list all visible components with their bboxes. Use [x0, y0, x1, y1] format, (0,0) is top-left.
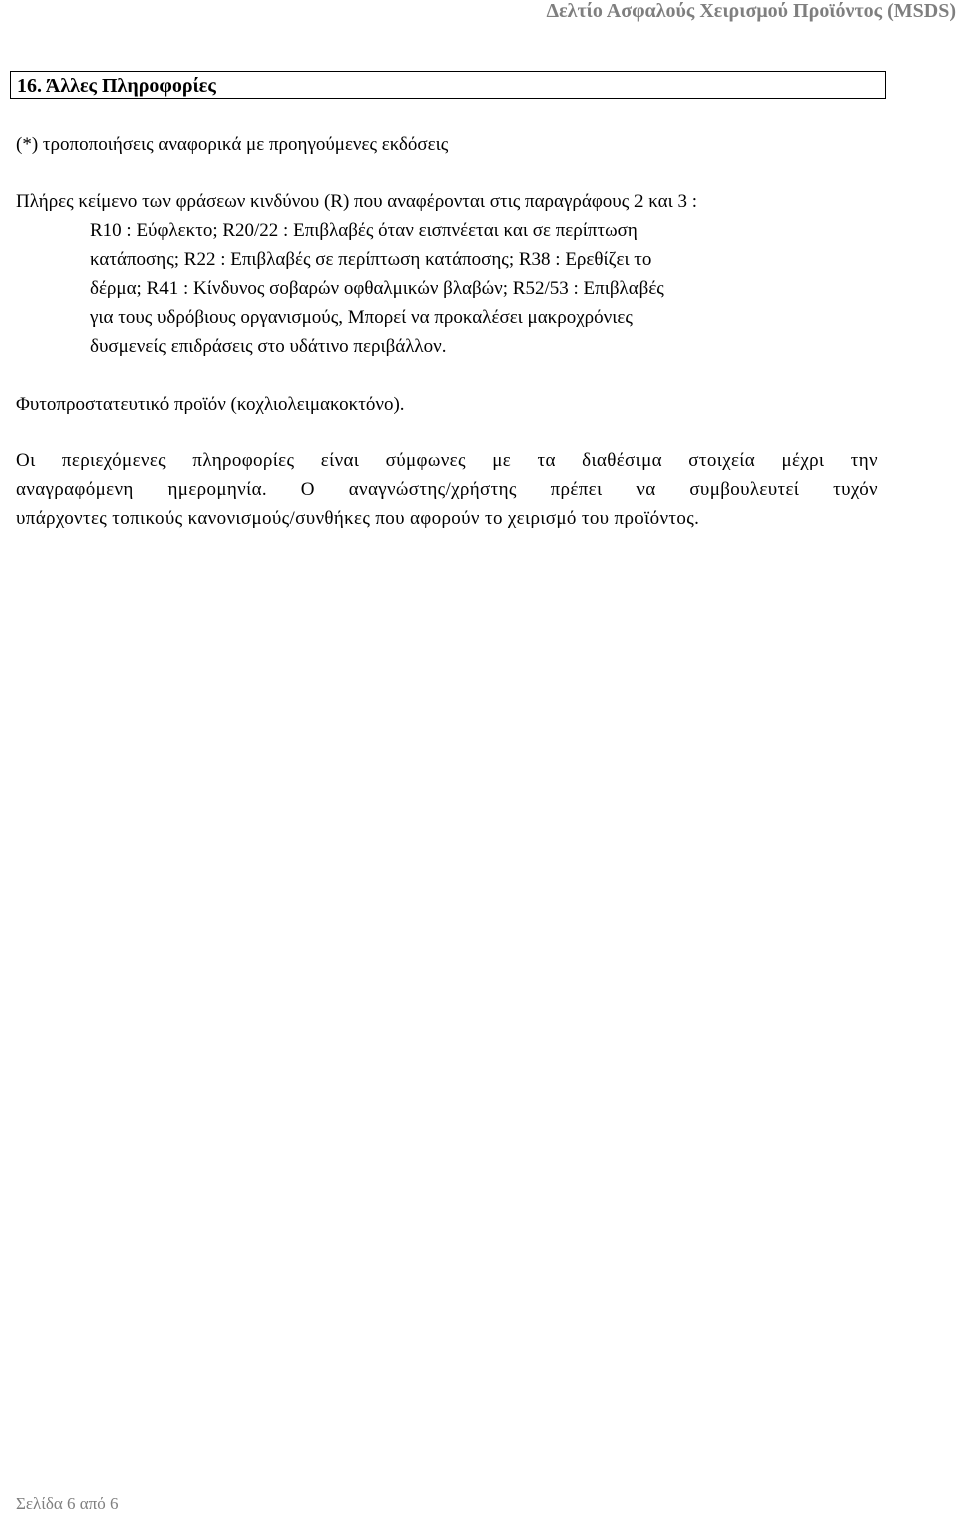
risk-phrases-line: δυσμενείς επιδράσεις στο υδάτινο περιβάλλον. — [90, 336, 447, 357]
risk-phrases-intro: Πλήρες κείμενο των φράσεων κινδύνου (R) που αναφέρονται στις παραγράφους 2 και 3 : — [16, 191, 697, 212]
risk-phrases-line: κατάποσης; R22 : Επιβλαβές σε περίπτωση κατάποσης; R38 : Ερεθίζει το — [90, 249, 652, 270]
page-number: Σελίδα 6 από 6 — [16, 1494, 119, 1513]
risk-phrases-line: για τους υδρόβιους οργανισμούς, Μπορεί να προκαλέσει μακροχρόνιες — [90, 307, 633, 328]
risk-phrases-line: R10 : Εύφλεκτο; R20/22 : Επιβλαβές όταν εισπνέεται και σε περίπτωση — [90, 220, 638, 241]
disclaimer-line: αναγραφόμενη ημερομηνία. Ο αναγνώστης/χρήστης πρέπει να συμβουλευτεί τυχόν — [16, 479, 878, 500]
product-type: Φυτοπροστατευτικό προϊόν (κοχλιολειμακοκτόνο). — [16, 394, 405, 415]
risk-phrases-text — [90, 216, 870, 361]
revisions-note: (*) τροποποιήσεις αναφορικά με προηγούμενες εκδόσεις — [16, 134, 449, 155]
risk-phrases-line: δέρμα; R41 : Κίνδυνος σοβαρών οφθαλμικών βλαβών; R52/53 : Επιβλαβές — [90, 278, 664, 299]
disclaimer-line: υπάρχοντες τοπικούς κανονισμούς/συνθήκες που αφορούν το χειρισμό του προϊόντος. — [16, 508, 700, 529]
section-heading-box — [10, 71, 886, 99]
disclaimer-line: Οι περιεχόμενες πληροφορίες είναι σύμφωνες με τα διαθέσιμα στοιχεία μέχρι την — [16, 450, 878, 471]
document-header-title: Δελτίο Ασφαλούς Χειρισμού Προϊόντος (MSDS) — [546, 0, 956, 22]
section-title: 16. Άλλες Πληροφορίες — [17, 75, 216, 97]
disclaimer-paragraph — [16, 446, 878, 533]
